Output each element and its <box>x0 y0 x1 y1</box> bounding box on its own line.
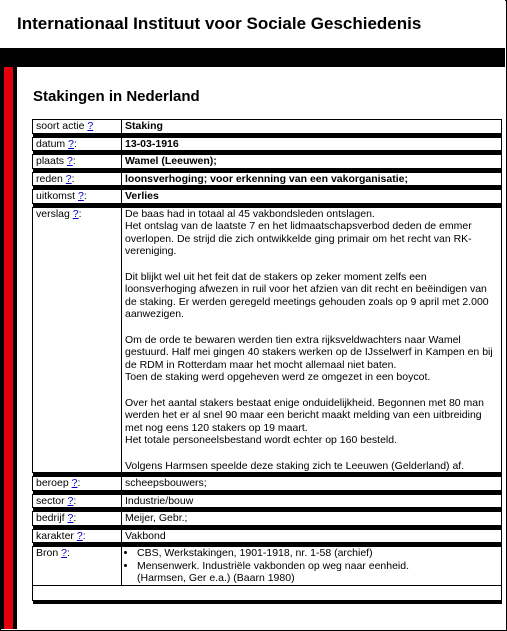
field-label: beroep ?: <box>33 477 122 491</box>
field-label: uitkomst ?: <box>33 190 122 204</box>
header-divider-bar <box>0 48 505 67</box>
help-link[interactable]: ? <box>78 190 84 202</box>
field-value: Wamel (Leeuwen); <box>122 155 502 169</box>
field-label-text: datum <box>36 137 69 150</box>
field-value: Staking <box>122 120 502 134</box>
field-label: datum ?: <box>33 137 122 151</box>
field-label-text: bedrijf <box>36 512 68 524</box>
row-bedrijf <box>33 512 502 526</box>
source-item: • Mensenwerk. Industriële vakbonden op weg naar eenheid. (Harmsen, Ger e.a.) (Baarn 1980) <box>137 560 498 585</box>
field-label-text: plaats <box>36 155 67 167</box>
field-label-text: soort actie <box>36 120 88 132</box>
field-value: scheepsbouwers; <box>122 477 502 491</box>
help-link[interactable]: ? <box>71 477 78 489</box>
row-datum <box>33 137 502 151</box>
field-value: Meijer, Gebr.; <box>122 512 502 526</box>
main-content <box>17 67 505 629</box>
report-paragraph: Dit blijkt wel uit het feit dat de stakers op zeker moment zelfs een loonsverhoging afwezen in ruil voor het afzien van dit recht en beëindigen van de staking. Er werden geregeld meetings gehouden zoals op 9 april met 2.000 aanwezigen. <box>125 270 489 320</box>
row-beroep <box>33 477 502 491</box>
field-label-text: verslag <box>36 207 73 220</box>
field-label-text: reden <box>36 172 66 185</box>
report-paragraph: Om de orde te bewaren werden tien extra rijksveldwachters naar Wamel gestuurd. Half mei gingen 40 stakers werken op de IJsselwerf in Kampen en bij de RDM in Rotterdam maar het mocht allemaal niet baten. Toen de staking werd opgeheven werd ze omgezet in een boycot. <box>125 333 493 383</box>
field-label-text: beroep <box>36 477 72 489</box>
field-label-text: sector <box>36 494 68 507</box>
help-link[interactable]: ? <box>67 512 74 524</box>
field-value: Vakbond <box>122 529 502 543</box>
page-title: Stakingen in Nederland <box>33 88 200 105</box>
help-link[interactable]: ? <box>67 494 74 507</box>
field-value: 13-03-1916 <box>122 137 502 151</box>
help-link[interactable]: ? <box>68 137 74 150</box>
field-value: Industrie/bouw <box>122 494 502 508</box>
report-paragraph: Volgens Harmsen speelde deze staking zich te Leeuwen (Gelderland) af. <box>125 459 465 472</box>
report-paragraph: De baas had in totaal al 45 vakbondsleden ontslagen. Het ontslag van de laatste 7 en het lidmaatschapsverbod deden de emmer overlopen. De strijd die zich ontwikkelde ging primair om het recht van RK-vereniging. <box>125 207 472 257</box>
row-uitkomst <box>33 190 502 204</box>
field-label: karakter ?: <box>33 529 122 543</box>
field-label: plaats ?: <box>33 155 122 169</box>
site-title: Internationaal Instituut voor Sociale Geschiedenis <box>17 14 422 33</box>
row-soort-actie <box>33 120 502 134</box>
row-plaats <box>33 155 502 169</box>
help-link[interactable]: ? <box>65 172 72 185</box>
row-verslag <box>33 207 502 473</box>
field-value: Verlies <box>122 190 502 204</box>
row-separator <box>33 600 502 604</box>
field-label: bedrijf ?: <box>33 512 122 526</box>
field-label-text: karakter <box>36 529 77 542</box>
field-label-text: uitkomst <box>36 190 79 202</box>
strike-record-table <box>32 119 502 604</box>
field-label: sector ?: <box>33 494 122 508</box>
help-link[interactable]: ? <box>61 547 67 559</box>
source-list-cell <box>122 547 502 586</box>
row-bron <box>33 547 502 586</box>
field-label <box>33 120 122 134</box>
left-accent-bar <box>0 67 17 629</box>
row-sector <box>33 494 502 508</box>
field-label: verslag ?: <box>33 207 122 473</box>
row-karakter <box>33 529 502 543</box>
report-paragraph: Over het aantal stakers bestaat enige onduidelijkheid. Begonnen met 80 man werden het er al snel 90 maar een bericht maakt melding van een uitbreiding met nog eens 120 stakers op 19 maart. Het totale personeelsbestand wordt echter op 160 besteld. <box>125 396 484 446</box>
report-text <box>122 207 502 473</box>
field-value: loonsverhoging; voor erkenning van een vakorganisatie; <box>122 172 502 186</box>
help-link[interactable]: ? <box>72 207 79 220</box>
field-label: Bron ?: <box>33 547 122 586</box>
help-link[interactable]: ? <box>66 155 73 167</box>
field-label: reden ?: <box>33 172 122 186</box>
site-header <box>0 0 505 48</box>
source-item: • CBS, Werkstakingen, 1901-1918, nr. 1-58 (archief) <box>137 547 498 560</box>
table-bottom-padding <box>33 585 502 600</box>
source-list <box>125 547 498 585</box>
row-reden <box>33 172 502 186</box>
help-link[interactable]: ? <box>76 529 83 542</box>
field-label-text: Bron <box>36 547 62 559</box>
help-link[interactable]: ? <box>87 120 94 132</box>
